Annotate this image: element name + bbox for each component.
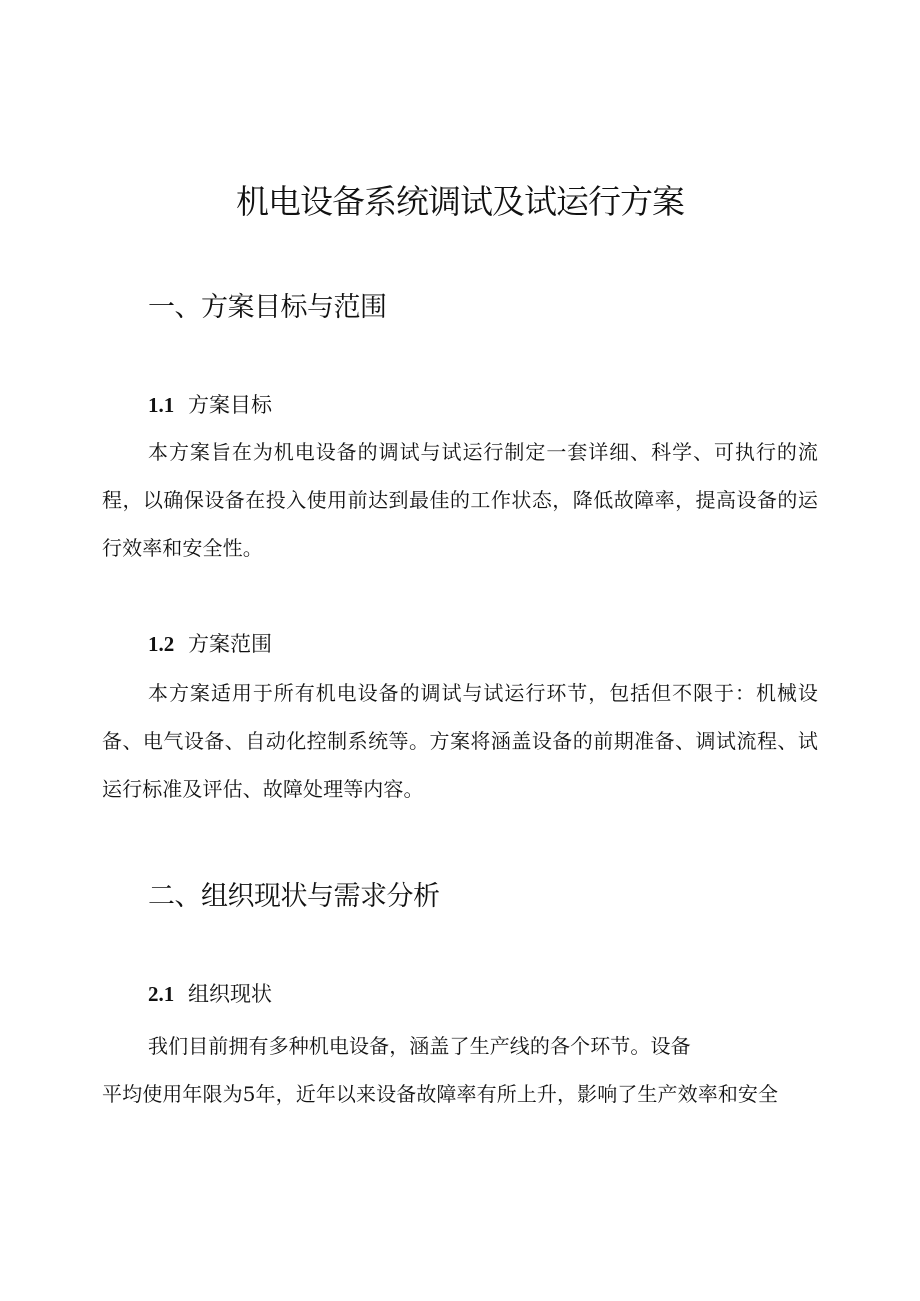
subsection-title: 组织现状 (188, 982, 272, 1006)
paragraph-2-1 (102, 1022, 818, 1118)
subsection-title: 方案范围 (188, 632, 272, 656)
subsection-heading-1-1 (148, 389, 272, 421)
paragraph-1-2: 本方案适用于所有机电设备的调试与试运行环节，包括但不限于：机械设备、电气设备、自动化控制系统等。方案将涵盖设备的前期准备、调试流程、试运行标准及评估、故障处理等内容。 (102, 681, 818, 801)
paragraph-1-1: 本方案旨在为机电设备的调试与试运行制定一套详细、科学、可执行的流程，以确保设备在投入使用前达到最佳的工作状态，降低故障率，提高设备的运行效率和安全性。 (102, 440, 818, 560)
subsection-number: 1.1 (148, 393, 175, 417)
subsection-title: 方案目标 (188, 393, 272, 417)
paragraph-line: 平均使用年限为5年，近年以来设备故障率有所上升，影响了生产效率和安全 (102, 1082, 779, 1106)
subsection-number: 2.1 (148, 982, 175, 1006)
document-title: 机电设备系统调试及试运行方案 (236, 182, 684, 221)
subsection-heading-1-2 (148, 628, 272, 660)
section-heading-2: 二、组织现状与需求分析 (148, 881, 440, 912)
section-heading-1: 一、方案目标与范围 (148, 292, 387, 323)
subsection-heading-2-1 (148, 978, 272, 1010)
subsection-number: 1.2 (148, 632, 175, 656)
paragraph-line: 我们目前拥有多种机电设备，涵盖了生产线的各个环节。设备 (148, 1034, 691, 1058)
